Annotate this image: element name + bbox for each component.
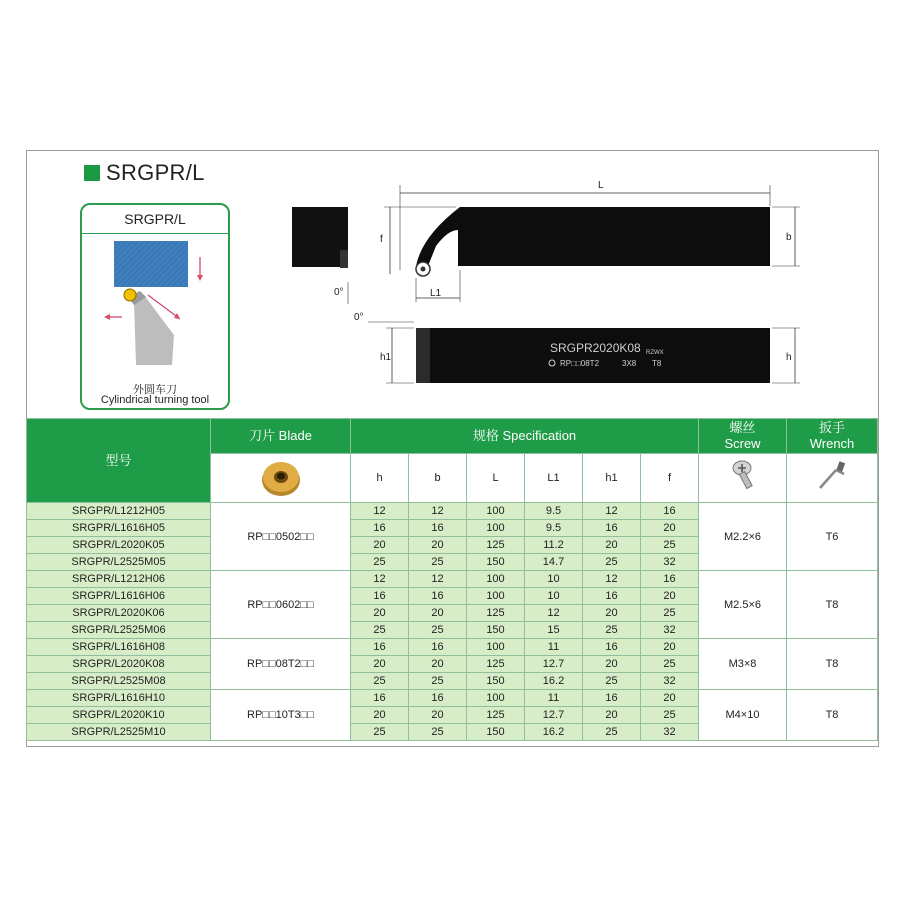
value-h: 25	[351, 724, 409, 741]
model-cell: SRGPR/L2525M10	[27, 724, 211, 741]
subheader-h: h	[351, 454, 409, 503]
value-f: 20	[641, 588, 699, 605]
value-f: 16	[641, 503, 699, 520]
value-L: 125	[467, 605, 525, 622]
header-model: 型号	[27, 419, 211, 503]
value-b: 25	[409, 554, 467, 571]
value-h1: 16	[583, 690, 641, 707]
value-b: 20	[409, 537, 467, 554]
subheader-b: b	[409, 454, 467, 503]
tool-holder-drawing	[280, 170, 820, 395]
value-b: 16	[409, 520, 467, 537]
value-b: 12	[409, 571, 467, 588]
value-L1: 15	[525, 622, 583, 639]
value-h1: 16	[583, 520, 641, 537]
table-row	[27, 690, 878, 707]
tool-marking: SRGPR2020K08	[550, 341, 641, 355]
dim-label-L: L	[598, 180, 604, 191]
header-screw-cn: 螺丝	[729, 420, 756, 435]
dim-label-h1: h1	[380, 352, 392, 363]
header-wrench	[787, 419, 878, 454]
value-L1: 11	[525, 690, 583, 707]
value-b: 20	[409, 707, 467, 724]
value-L1: 16.2	[525, 724, 583, 741]
side-caption-en: Cylindrical turning tool	[100, 394, 210, 406]
value-h: 16	[351, 520, 409, 537]
value-h: 16	[351, 690, 409, 707]
value-h: 16	[351, 639, 409, 656]
side-panel-title: SRGPR/L	[124, 211, 186, 227]
value-b: 20	[409, 656, 467, 673]
value-L1: 11.2	[525, 537, 583, 554]
subheader-L1: L1	[525, 454, 583, 503]
value-h1: 20	[583, 605, 641, 622]
value-h1: 16	[583, 588, 641, 605]
value-h: 16	[351, 588, 409, 605]
angle-label-top: 0°	[334, 287, 344, 298]
value-h1: 25	[583, 554, 641, 571]
value-L: 125	[467, 707, 525, 724]
value-f: 32	[641, 554, 699, 571]
wrench-cell: T8	[787, 639, 878, 690]
specification-table	[26, 418, 878, 741]
wrench-cell: T8	[787, 690, 878, 741]
model-cell: SRGPR/L2020K05	[27, 537, 211, 554]
dim-label-b: b	[786, 232, 792, 243]
value-h1: 12	[583, 571, 641, 588]
value-L: 150	[467, 622, 525, 639]
header-screw-en: Screw	[724, 436, 761, 451]
value-h: 20	[351, 707, 409, 724]
header-blade: 刀片 Blade	[211, 419, 351, 454]
top-view-holder	[416, 207, 770, 266]
value-L1: 9.5	[525, 503, 583, 520]
model-cell: SRGPR/L1212H06	[27, 571, 211, 588]
value-L: 100	[467, 690, 525, 707]
model-cell: SRGPR/L1616H06	[27, 588, 211, 605]
value-b: 16	[409, 588, 467, 605]
value-b: 25	[409, 622, 467, 639]
value-L1: 11	[525, 639, 583, 656]
product-title	[84, 160, 205, 186]
value-h1: 12	[583, 503, 641, 520]
side-caption-cn: 外圆车刀	[133, 384, 177, 396]
value-h: 25	[351, 622, 409, 639]
value-h1: 25	[583, 622, 641, 639]
dim-label-f: f	[380, 234, 383, 245]
tool-wrench-marking: T8	[652, 359, 662, 368]
tool-small-code: RZWX	[646, 350, 664, 356]
side-panel-divider	[82, 233, 228, 234]
value-L: 150	[467, 724, 525, 741]
value-f: 32	[641, 622, 699, 639]
value-b: 16	[409, 690, 467, 707]
value-L1: 10	[525, 571, 583, 588]
value-f: 16	[641, 571, 699, 588]
model-cell: SRGPR/L1616H10	[27, 690, 211, 707]
blade-cell: RP□□08T2□□	[211, 639, 351, 690]
table-row	[27, 571, 878, 588]
value-h1: 25	[583, 673, 641, 690]
value-h: 12	[351, 571, 409, 588]
value-L1: 9.5	[525, 520, 583, 537]
end-view-shape	[292, 207, 348, 267]
turning-illustration-icon	[82, 235, 228, 385]
title-square-icon	[84, 165, 100, 181]
header-screw	[699, 419, 787, 454]
title-text: SRGPR/L	[106, 160, 205, 185]
blade-cell: RP□□10T3□□	[211, 690, 351, 741]
model-cell: SRGPR/L2525M08	[27, 673, 211, 690]
value-L: 100	[467, 520, 525, 537]
value-f: 20	[641, 639, 699, 656]
value-f: 32	[641, 724, 699, 741]
value-h: 20	[351, 605, 409, 622]
screw-image-cell	[699, 454, 787, 503]
value-L1: 10	[525, 588, 583, 605]
torx-wrench-icon	[814, 458, 850, 494]
model-cell: SRGPR/L1616H08	[27, 639, 211, 656]
value-h1: 25	[583, 724, 641, 741]
dim-label-L1: L1	[430, 288, 442, 299]
value-h: 12	[351, 503, 409, 520]
value-f: 25	[641, 537, 699, 554]
subheader-f: f	[641, 454, 699, 503]
screw-cell: M2.2×6	[699, 503, 787, 571]
tool-marking-sub: RP□□08T2	[560, 359, 600, 368]
value-f: 25	[641, 707, 699, 724]
model-cell: SRGPR/L1212H05	[27, 503, 211, 520]
value-L: 100	[467, 588, 525, 605]
screw-cell: M4×10	[699, 690, 787, 741]
value-h: 20	[351, 656, 409, 673]
value-L: 100	[467, 503, 525, 520]
value-b: 12	[409, 503, 467, 520]
model-cell: SRGPR/L2525M05	[27, 554, 211, 571]
dim-label-h: h	[786, 352, 792, 363]
value-L: 150	[467, 673, 525, 690]
value-b: 25	[409, 724, 467, 741]
value-b: 20	[409, 605, 467, 622]
blade-image-cell	[211, 454, 351, 503]
blade-cell: RP□□0502□□	[211, 503, 351, 571]
wrench-cell: T8	[787, 571, 878, 639]
subheader-h1: h1	[583, 454, 641, 503]
header-wrench-en: Wrench	[809, 436, 855, 451]
value-f: 32	[641, 673, 699, 690]
wrench-image-cell	[787, 454, 878, 503]
tool-screw-marking: 3X8	[622, 359, 637, 368]
value-h1: 20	[583, 707, 641, 724]
model-cell: SRGPR/L2020K06	[27, 605, 211, 622]
value-f: 25	[641, 605, 699, 622]
value-L1: 12.7	[525, 707, 583, 724]
value-L1: 12	[525, 605, 583, 622]
value-L: 150	[467, 554, 525, 571]
value-L: 125	[467, 656, 525, 673]
value-h1: 16	[583, 639, 641, 656]
value-b: 25	[409, 673, 467, 690]
blade-cell: RP□□0602□□	[211, 571, 351, 639]
angle-label-bottom: 0°	[354, 312, 364, 323]
table-row	[27, 503, 878, 520]
value-L: 100	[467, 639, 525, 656]
model-cell: SRGPR/L2020K08	[27, 656, 211, 673]
value-h: 25	[351, 673, 409, 690]
side-illustration-panel	[80, 203, 230, 410]
subheader-L: L	[467, 454, 525, 503]
table-row	[27, 639, 878, 656]
value-h: 20	[351, 537, 409, 554]
value-b: 16	[409, 639, 467, 656]
screw-cell: M2.5×6	[699, 571, 787, 639]
model-cell: SRGPR/L1616H05	[27, 520, 211, 537]
value-L1: 12.7	[525, 656, 583, 673]
value-h: 25	[351, 554, 409, 571]
value-h1: 20	[583, 656, 641, 673]
side-view-holder	[416, 328, 770, 383]
torx-screw-icon	[728, 458, 758, 494]
model-cell: SRGPR/L2525M06	[27, 622, 211, 639]
value-f: 25	[641, 656, 699, 673]
screw-cell: M3×8	[699, 639, 787, 690]
header-spec: 规格 Specification	[351, 419, 699, 454]
value-f: 20	[641, 520, 699, 537]
value-L1: 14.7	[525, 554, 583, 571]
round-insert-icon	[259, 458, 303, 498]
value-f: 20	[641, 690, 699, 707]
wrench-cell: T6	[787, 503, 878, 571]
value-L: 125	[467, 537, 525, 554]
model-cell: SRGPR/L2020K10	[27, 707, 211, 724]
value-h1: 20	[583, 537, 641, 554]
value-L1: 16.2	[525, 673, 583, 690]
value-L: 100	[467, 571, 525, 588]
header-wrench-cn: 扳手	[818, 420, 845, 435]
